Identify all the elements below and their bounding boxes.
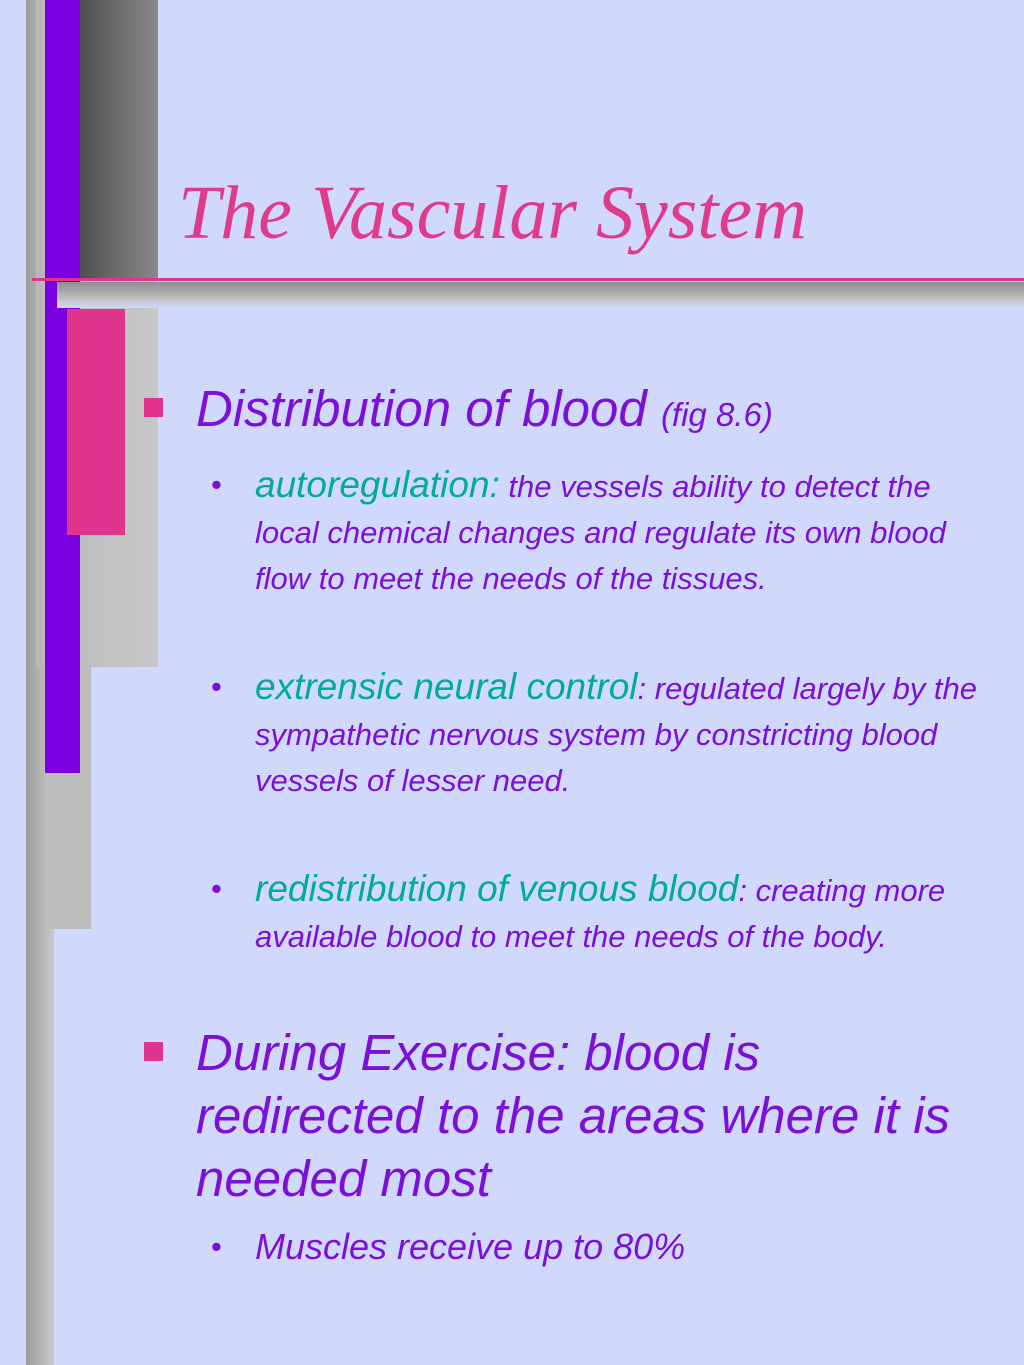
bullet-text: Distribution of blood <box>196 380 647 437</box>
sub-bullet-item <box>211 1224 985 1272</box>
term-description: the vessels ability to detect the local chemical changes and regulate its own blood flow to meet the needs of the tissues. <box>255 469 947 596</box>
dot-bullet-icon: • <box>211 1229 222 1264</box>
term-description: regulated largely by the sympathetic nervous system by constricting blood vessels of lesser need. <box>255 671 978 798</box>
figure-reference: (fig 8.6) <box>660 396 773 433</box>
square-bullet-icon <box>144 398 163 417</box>
bullet-text: During Exercise: blood is redirected to the areas where it is needed most <box>196 1024 951 1207</box>
term: redistribution of venous blood <box>255 868 739 909</box>
square-bullet-icon <box>144 1042 163 1061</box>
bullet-item <box>196 1021 996 1210</box>
sub-bullet-item <box>211 664 985 804</box>
dot-bullet-icon: • <box>211 467 222 502</box>
bullet-item <box>196 377 996 446</box>
term: extrensic neural control <box>255 666 638 707</box>
term-separator: : <box>637 671 647 706</box>
term-description: creating more available blood to meet the needs of the body. <box>255 873 946 954</box>
dot-bullet-icon: • <box>211 669 222 704</box>
term: autoregulation <box>255 464 490 505</box>
sub-bullet-item <box>211 462 985 602</box>
term-separator: : <box>489 464 500 505</box>
slide-title: The Vascular System <box>178 171 808 255</box>
sub-bullet-item <box>211 866 985 960</box>
term-separator: : <box>738 873 747 908</box>
sub-bullet-text: Muscles receive up to 80% <box>255 1226 686 1267</box>
dot-bullet-icon: • <box>211 871 222 906</box>
